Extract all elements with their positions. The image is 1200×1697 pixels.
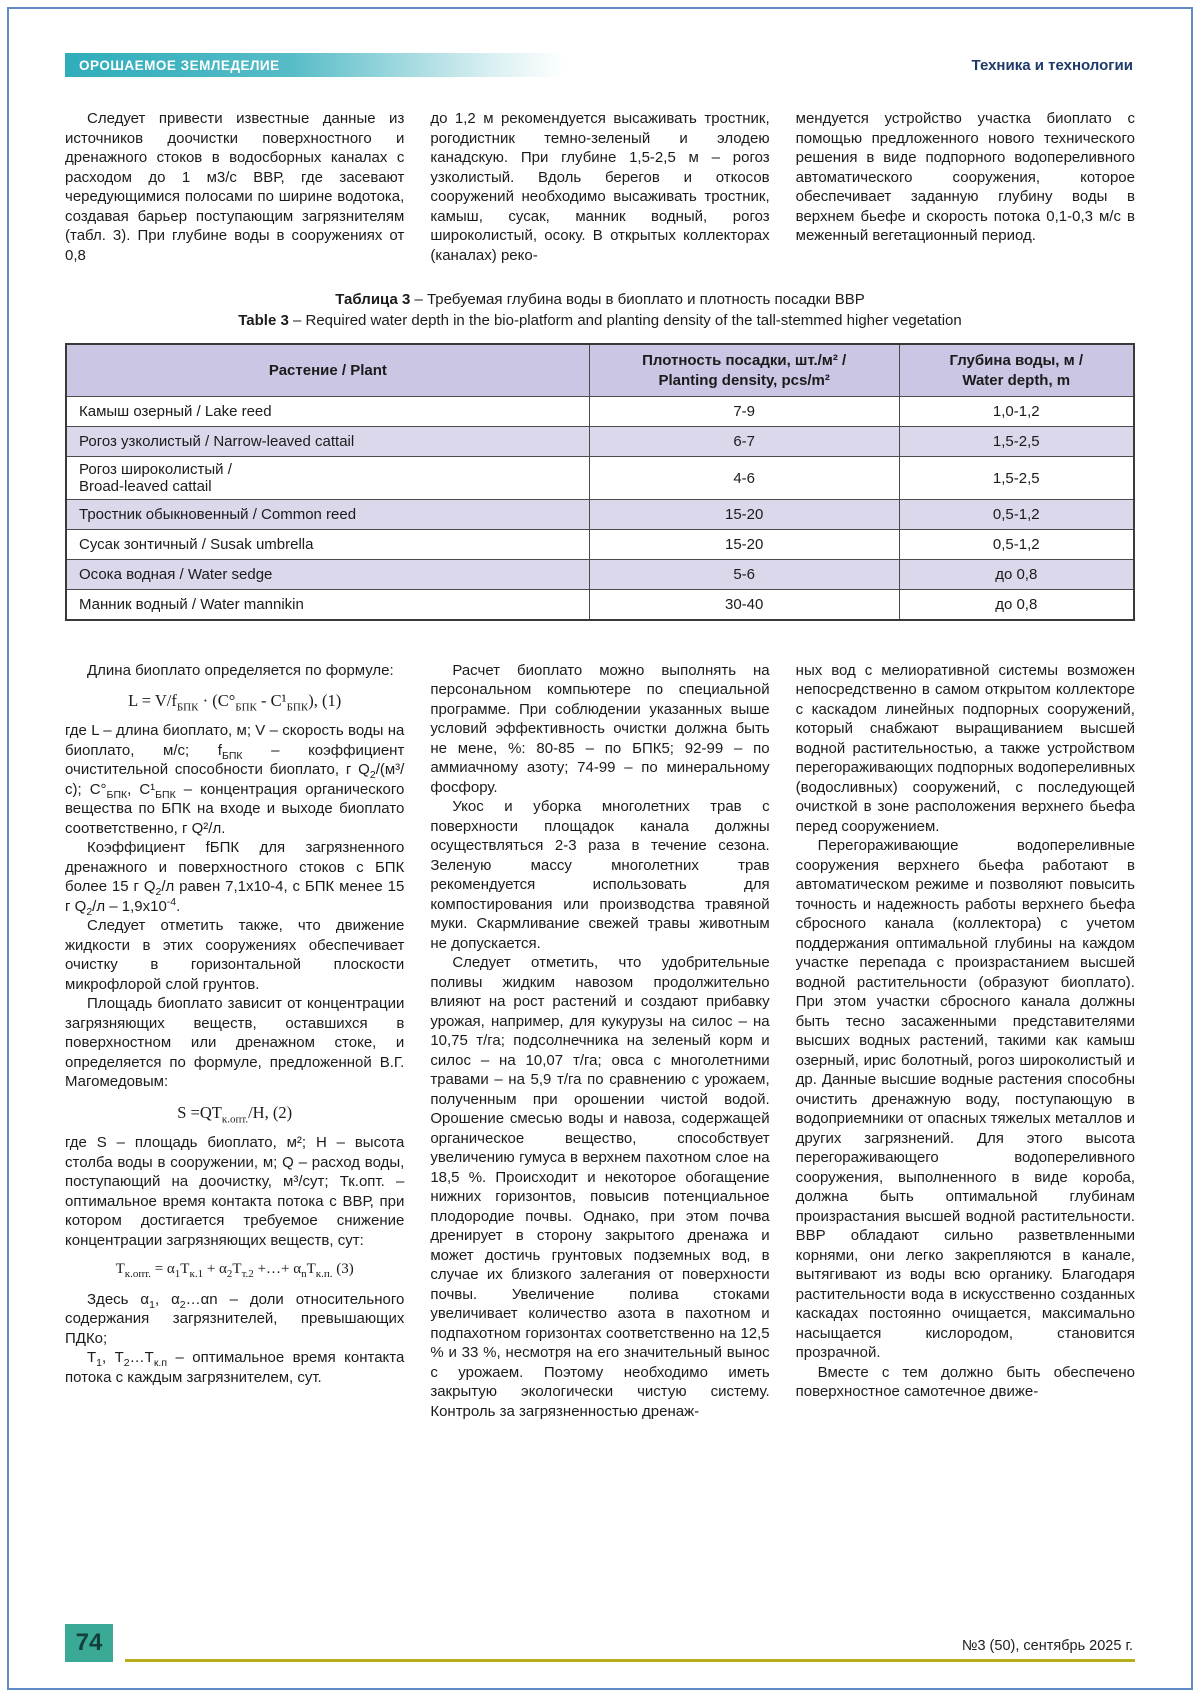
column-header-plant: Растение / Plant — [66, 344, 589, 397]
intro-columns — [65, 109, 1135, 265]
table-caption-ru-label: Таблица 3 — [335, 291, 411, 308]
plant-cell: Камыш озерный / Lake reed — [66, 397, 589, 427]
intro-column-3: мендуется устройство участка биоплато с помощью предложенного нового технического решения в виде подпорного водопереливного автоматического сооружения, которое обеспечивает заданную глубину воды в верхнем бьефе и скорость потока 0,1-0,3 м/с в меженный вегетационный период. — [795, 110, 1135, 244]
page-footer — [65, 1624, 1135, 1662]
table-row — [66, 530, 1134, 560]
paragraph: где S – площадь биоплато, м²; H – высота столба воды в сооружении, м; Q – расход воды, поступающий на доочистку, м³/сут; Тк.опт. – оптимальное время контакта потока с ВВР, при котором достигается требуемое снижение концентрации загрязняющих веществ, сут: — [65, 1134, 405, 1249]
table-row — [66, 560, 1134, 590]
paragraph: Следует отметить, что удобрительные поливы жидким навозом продолжительно влияют на рост растений и создают прибавку урожая, например, для кукурузы на силос – на 10,75 т/га; подсолнечника на зеленый корм и силос – на 10,07 т/га; овса с многолетними травами – на 5,9 т/га по сравнению с урожаем, полученным при орошении чистой водой. Орошение смесью воды и навоза, содержащей органическое вещество, способствует увеличению гумуса в верхнем пахотном слое на 18,5 %. Происходит и некоторое обогащение нижних горизонтов, повысив потенциальное плодородие почвы. Однако, при этом почва дренирует в сторону закрытого дренажа и может достичь грунтовых подземных вод, в случае их близкого залегания от поверхности почвы. Увеличение полива стоками увеличивает количество азота в пахотном и подпахотном горизонтах соответственно на 12,5 % и 33 %, несмотря на его значительный вынос с урожаем. Поэтому необходимо иметь закрытую экологически чистую систему. Контроль за загрязненностью дренаж- — [430, 954, 770, 1420]
rubric-title: ОРОШАЕМОЕ ЗЕМЛЕДЕЛИЕ — [79, 57, 280, 73]
density-cell: 7-9 — [589, 397, 899, 427]
section-title: Техника и технологии — [971, 56, 1133, 74]
density-cell: 5-6 — [589, 560, 899, 590]
density-cell: 30-40 — [589, 590, 899, 620]
page-number: 74 — [65, 1624, 113, 1662]
density-cell: 15-20 — [589, 500, 899, 530]
paragraph: Расчет биоплато можно выполнять на персональном компьютере по специальной программе. При соблюдении указанных выше условий эффективность очистки должна быть не мене, %: 80-85 – по БПК5; 92-99 – по аммиачному азоту; 74-99 – по минеральному фосфору. — [430, 661, 770, 796]
table-caption-ru-text: – Требуемая глубина воды в биоплато и плотность посадки ВВР — [410, 291, 865, 308]
column-header-density: Плотность посадки, шт./м² / Planting density, pcs/m² — [589, 344, 899, 397]
intro-column-1: Следует привести известные данные из источников доочистки поверхностного и дренажного стоков в водосборных каналах с расходом до 1 м3/с ВВР, где засевают чередующимися полосами по ширине водотока, создавая барьер поступающим загрязнителям (табл. 3). При глубине воды в сооружениях от 0,8 — [65, 110, 405, 264]
intro-column-2: до 1,2 м рекомендуется высаживать тростник, рогодистник темно-зеленый и элодею канадскую. При глубине 1,5-2,5 м – рогоз узколистый. Вдоль берегов и откосов сооружений необходимо высаживать тростник, камыш, сусак, манник водный, рогоз широколистый, осоку. В открытых коллекторах (каналах) реко- — [430, 110, 770, 264]
table-row — [66, 457, 1134, 500]
issue-info: №3 (50), сентябрь 2025 г. — [961, 1638, 1133, 1654]
water-depth-table — [65, 343, 1135, 621]
paragraph: Вместе с тем должно быть обеспечено поверхностное самотечное движе- — [795, 1363, 1135, 1400]
paragraph: Здесь $\alpha_1$, $\alpha_2\dots\alpha n$ – доли относительного содержания загрязнителей, превышающих ПДКо; — [65, 1290, 405, 1347]
density-cell: 15-20 — [589, 530, 899, 560]
table-row — [66, 590, 1134, 620]
paragraph: Укос и уборка многолетних трав с поверхности площадок канала должны осуществляться 2-3 раза в течение сезона. Зеленую массу многолетних трав рекомендуется использовать для компостирования или производства травяной муки. Скармливание свежей травы животным не допускается. — [430, 798, 770, 952]
rubric-banner — [65, 53, 565, 77]
plant-cell: Рогоз широколистый / Broad-leaved cattail — [66, 457, 589, 500]
depth-cell: 0,5-1,2 — [899, 500, 1134, 530]
footer-right — [125, 1638, 1135, 1662]
table-caption-en-text: – Required water depth in the bio-platform and planting density of the tall-stemmed higher vegetation — [288, 312, 962, 329]
footer-rule — [125, 1659, 1135, 1662]
formula-1: $L = V/f_{БПК} \cdot (С^\circ_{БПК} - С^1_{БПК})$, (1) — [128, 691, 342, 714]
table-row — [66, 397, 1134, 427]
density-cell: 6-7 — [589, 427, 899, 457]
body-column-3 — [796, 661, 1135, 1422]
plant-cell: Манник водный / Water mannikin — [66, 590, 589, 620]
depth-cell: 1,0-1,2 — [899, 397, 1134, 427]
paragraph: $Т_1$, $Т_2\dots Т_{к.п}$ – оптимальное время контакта потока с каждым загрязнителем, сут. — [65, 1349, 405, 1386]
page-header — [65, 53, 1135, 77]
paragraph: Следует отметить также, что движение жидкости в этих сооружениях обеспечивает очистку в горизонтальной плоскости микрофлорой слой грунтов. — [65, 917, 405, 993]
table-caption — [65, 289, 1135, 331]
plant-cell: Тростник обыкновенный / Common reed — [66, 500, 589, 530]
body-columns — [65, 661, 1135, 1422]
plant-cell: Сусак зонтичный / Susak umbrella — [66, 530, 589, 560]
table-caption-ru — [65, 289, 1135, 310]
paragraph: ных вод с мелиоративной системы возможен непосредственно в самом открытом коллекторе с каскадом линейных подпорных сооружений, который снабжают выращиванием высшей водной растительностью, а также устройством перегораживающих подпорных водопереливных (водосливных) сооружений, с последующей очисткой в зоне расположения верхнего бьефа перед сооружением. — [795, 661, 1135, 835]
table-caption-en-label: Table 3 — [238, 312, 289, 329]
column-header-depth: Глубина воды, м / Water depth, m — [899, 344, 1134, 397]
formula-3: $Т_{к.опт.} = \alpha_1Т_{к.1} + \alpha_2Т_{т.2}$ +…+ $\alpha_nТ_{к.п.}$ (3) — [115, 1261, 354, 1281]
depth-cell: до 0,8 — [899, 590, 1134, 620]
density-cell: 4-6 — [589, 457, 899, 500]
depth-cell: 1,5-2,5 — [899, 457, 1134, 500]
body-column-1 — [65, 661, 404, 1422]
table-row — [66, 500, 1134, 530]
depth-cell: 0,5-1,2 — [899, 530, 1134, 560]
plant-cell: Рогоз узколистый / Narrow-leaved cattail — [66, 427, 589, 457]
table-row — [66, 427, 1134, 457]
paragraph: где L – длина биоплато, м; V – скорость воды на биоплато, м/с; $f_{БПК}$ – коэффициент очистительной способности биоплато, г $Q_2/(м^3/с)$; $С^\circ_{БПК}$, $С^1_{БПК}$ – концентрация органического вещества по БПК на входе и выходе биоплато соответственно, г Q²/л. — [65, 722, 405, 837]
depth-cell: 1,5-2,5 — [899, 427, 1134, 457]
formula-2: $S =QT_{к.опт.}/H$, (2) — [177, 1102, 293, 1126]
paragraph: Перегораживающие водопереливные сооружения верхнего бьефа работают в автоматическом режиме и позволяют повысить точность и надежность работы верхнего бьефа сбросного канала (коллектора) с учетом поддержания оптимальной глубины на каждом участке перепада с произрастанием высшей водной растительности (образуют биоплато). При этом участки сбросного канала должны быть тесно засаженными представителями высших водных растений, такими как камыш озерный, ирис болотный, рогоз широколистый и др. Данные высшие водные растения способны очистить дренажную воду, поступающую в водоприемники от опасных тяжелых металлов и других загрязнений. Для этого высота перегораживающего водопереливного сооружения, выполненного в виде короба, должна быть оптимальной глубинам произрастания высшей водной растительности. ВВР обладают сильно разветвленными корнями, они легко закрепляются в канале, вытягивают из воды всю органику. Благодаря растительности вода в искусственно созданных каскадах постоянно очищается, максимально насыщается кислородом, становится прозрачной. — [795, 837, 1135, 1361]
paragraph: Длина биоплато определяется по формуле: — [87, 661, 394, 679]
paragraph: Коэффициент fБПК для загрязненного дренажного и поверхностного стоков с БПК более 15 г $Q_2/л$ равен 7,1х10-4, с БПК менее 15 г $Q_2/л - 1,9х10^{-4}$. — [65, 839, 405, 918]
plant-cell: Осока водная / Water sedge — [66, 560, 589, 590]
paragraph: Площадь биоплато зависит от концентрации загрязняющих веществ, оставшихся в поверхностном или дренажном стоке, и определяется по формуле, предложенной В.Г. Магомедовым: — [65, 995, 405, 1091]
body-column-2 — [430, 661, 769, 1422]
table-caption-en — [65, 310, 1135, 331]
depth-cell: до 0,8 — [899, 560, 1134, 590]
table-header-row — [66, 344, 1134, 397]
page-content — [9, 9, 1191, 1688]
